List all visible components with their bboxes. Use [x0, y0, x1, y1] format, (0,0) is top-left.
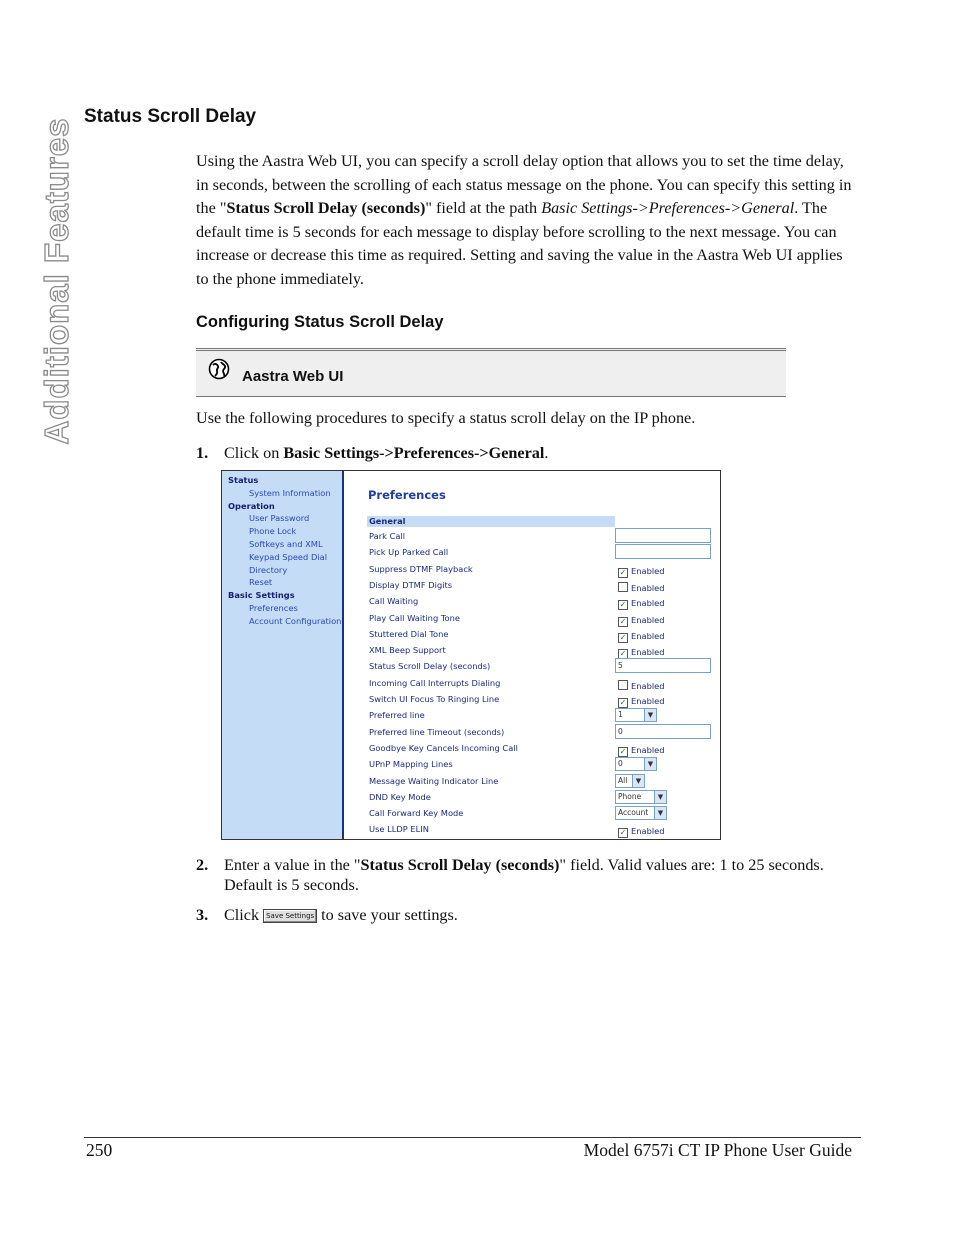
preferences-screenshot: [221, 470, 721, 840]
setting-label: XML Beep Support: [369, 645, 446, 656]
checkbox-label: Enabled: [631, 614, 665, 625]
group-header-general: General: [367, 516, 615, 527]
setting-checkbox[interactable]: [618, 631, 665, 643]
webui-label: Aastra Web UI: [242, 368, 344, 385]
setting-label: Display DTMF Digits: [369, 579, 453, 590]
checkbox-box[interactable]: ✓: [619, 746, 627, 756]
nav-link[interactable]: Phone Lock: [249, 526, 297, 537]
select-value: 0: [618, 759, 623, 769]
checkbox-box[interactable]: [618, 582, 628, 592]
checkbox-label: Enabled: [631, 680, 665, 691]
checkbox-label: Enabled: [631, 647, 665, 658]
checkbox-label: Enabled: [631, 744, 665, 755]
setting-label: Suppress DTMF Playback: [369, 563, 473, 574]
procedure-intro: Use the following procedures to specify a status scroll delay on the IP phone.: [196, 409, 696, 427]
chevron-down-icon[interactable]: ▼: [644, 709, 656, 721]
subheading: Configuring Status Scroll Delay: [196, 313, 444, 331]
setting-label: Preferred line Timeout (seconds): [369, 726, 505, 737]
nav-category[interactable]: Status: [228, 475, 259, 485]
select-value: Phone: [618, 791, 642, 801]
footer-rule: [84, 1137, 861, 1138]
setting-select[interactable]: [615, 757, 657, 771]
setting-select[interactable]: [615, 790, 667, 804]
intro-paragraph: Using the Aastra Web UI, you can specify a scroll delay option that allows you to set the time delay, in seconds, between the scrolling of each status message on the phone. You can specify this setting in the "Status Scroll Delay (seconds)" field at the path Basic Settings->Preferences->General. The default time is 5 seconds for each message to display before scrolling to the next message. You can increase or decrease this time as required. Setting and saving the value in the Aastra Web UI applies to the phone immediately.: [196, 152, 852, 288]
setting-label: Pick Up Parked Call: [369, 547, 449, 558]
setting-checkbox[interactable]: [618, 598, 665, 610]
setting-label: Park Call: [369, 531, 406, 541]
guide-title: Model 6757i CT IP Phone User Guide: [583, 1140, 852, 1160]
field-name: Status Scroll Delay (seconds): [226, 199, 426, 217]
nav-link[interactable]: User Password: [249, 513, 310, 524]
page-number: 250: [86, 1140, 113, 1160]
setting-label: Incoming Call Interrupts Dialing: [369, 677, 501, 688]
nav-link[interactable]: Reset: [249, 577, 273, 588]
nav-link[interactable]: Keypad Speed Dial: [249, 551, 328, 562]
setting-label: DND Key Mode: [369, 791, 431, 802]
setting-label: UPnP Mapping Lines: [369, 759, 453, 770]
nav-category[interactable]: Operation: [228, 500, 275, 511]
setting-label: Goodbye Key Cancels Incoming Call: [369, 742, 518, 753]
page-title: Preferences: [368, 488, 446, 502]
checkbox-label: Enabled: [631, 696, 665, 706]
chevron-down-icon[interactable]: ▼: [654, 807, 666, 819]
select-value: 1: [618, 710, 623, 720]
setting-label: Stuttered Dial Tone: [369, 628, 449, 639]
checkbox-label: Enabled: [631, 826, 665, 837]
setting-text-input[interactable]: [615, 544, 711, 559]
setting-label: Preferred line: [369, 710, 425, 721]
setting-checkbox[interactable]: [618, 615, 665, 627]
setting-checkbox[interactable]: [618, 696, 665, 708]
select-value: All: [618, 775, 628, 785]
checkbox-box[interactable]: ✓: [619, 567, 627, 577]
save-settings-button[interactable]: Save Settings: [263, 909, 317, 923]
checkbox-box[interactable]: ✓: [619, 698, 627, 707]
setting-text-input[interactable]: [615, 528, 711, 543]
globe-icon: [208, 358, 230, 380]
nav-category[interactable]: Basic Settings: [228, 590, 295, 601]
checkbox-box[interactable]: [618, 680, 628, 690]
setting-checkbox[interactable]: [618, 680, 665, 691]
setting-checkbox[interactable]: [618, 745, 665, 757]
checkbox-label: Enabled: [631, 565, 665, 576]
setting-select[interactable]: [615, 806, 667, 820]
nav-link[interactable]: Directory: [249, 564, 288, 575]
chevron-down-icon[interactable]: ▼: [654, 791, 666, 803]
setting-checkbox[interactable]: [618, 647, 665, 659]
setting-text-input[interactable]: 5: [615, 658, 711, 673]
nav-link[interactable]: System Information: [249, 487, 331, 498]
setting-checkbox[interactable]: [618, 582, 665, 593]
checkbox-label: Enabled: [631, 582, 665, 593]
chevron-down-icon[interactable]: ▼: [632, 775, 644, 787]
setting-label: Switch UI Focus To Ringing Line: [369, 694, 500, 704]
webui-banner: [196, 348, 786, 397]
checkbox-box[interactable]: ✓: [619, 616, 627, 626]
setting-label: Use LLDP ELIN: [369, 824, 429, 835]
setting-label: Call Waiting: [369, 596, 419, 607]
setting-label: Call Forward Key Mode: [369, 808, 464, 819]
checkbox-box[interactable]: ✓: [619, 649, 627, 659]
setting-select[interactable]: [615, 708, 657, 722]
select-value: Account: [618, 808, 649, 818]
nav-link[interactable]: Account Configuration: [249, 615, 342, 626]
setting-label: Play Call Waiting Tone: [369, 612, 460, 623]
checkbox-box[interactable]: ✓: [619, 632, 627, 642]
setting-label: Message Waiting Indicator Line: [369, 775, 499, 786]
checkbox-box[interactable]: ✓: [619, 600, 627, 610]
setting-checkbox[interactable]: [618, 566, 665, 578]
chevron-down-icon[interactable]: ▼: [644, 758, 656, 770]
nav-link[interactable]: Preferences: [249, 603, 298, 613]
checkbox-box[interactable]: ✓: [619, 828, 627, 838]
nav-link[interactable]: Softkeys and XML: [249, 539, 323, 549]
setting-checkbox[interactable]: [618, 826, 665, 838]
side-tab: [40, 108, 74, 453]
side-tab-label: Additional Features: [38, 116, 75, 445]
menu-path: Basic Settings->Preferences->General: [541, 199, 795, 217]
checkbox-label: Enabled: [631, 630, 665, 641]
sidebar-nav: [222, 471, 344, 839]
section-title: Status Scroll Delay: [84, 106, 257, 127]
setting-select[interactable]: [615, 774, 645, 788]
checkbox-label: Enabled: [631, 598, 665, 609]
setting-text-input[interactable]: 0: [615, 724, 711, 739]
setting-label: Status Scroll Delay (seconds): [369, 661, 491, 672]
